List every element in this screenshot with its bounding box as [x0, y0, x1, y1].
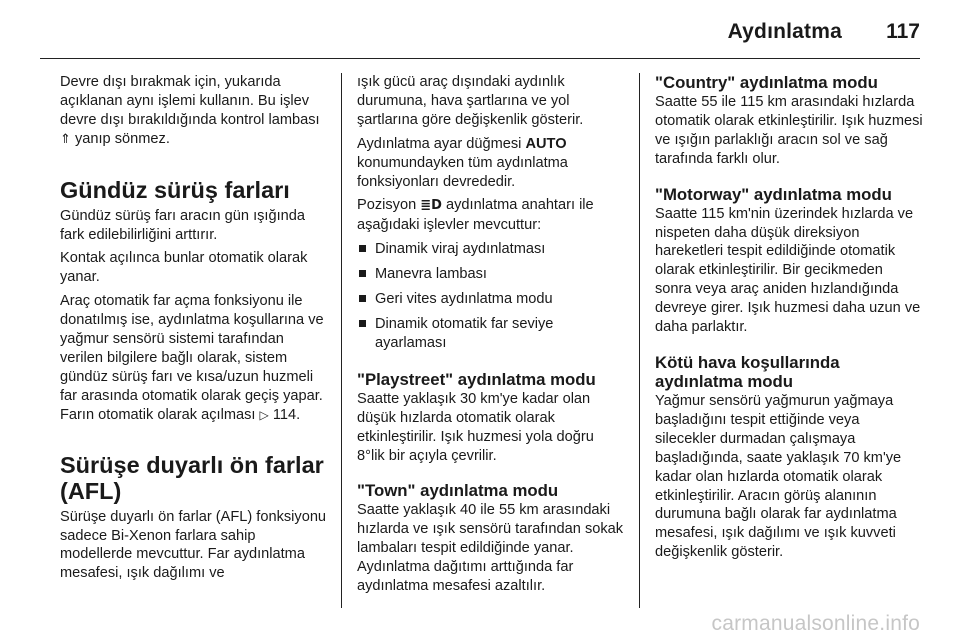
section-title: Aydınlatma — [727, 20, 842, 43]
heading-afl: Sürüşe duyarlı ön farlar (AFL) — [60, 451, 324, 504]
low-beam-icon: ≣D — [420, 198, 442, 214]
bullet-square-icon — [359, 245, 366, 252]
column-2 — [357, 73, 625, 601]
paragraph-daytime-1: Gündüz sürüş farı aracın gün ışığında fark edilebilirliğini arttırır. — [60, 207, 305, 243]
heading-daytime-running-lights: Gündüz sürüş farları — [60, 176, 290, 203]
function-list — [357, 240, 625, 353]
heading-motorway: "Motorway" aydınlatma modu — [655, 184, 892, 204]
list-item: Dinamik otomatik far seviye ayarlaması — [357, 315, 625, 353]
column-divider-1 — [341, 73, 342, 608]
column-3 — [655, 73, 923, 567]
list-item: Dinamik viraj aydınlatması — [357, 240, 625, 259]
paragraph-disable: Devre dışı bırakmak için, yukarıda açıklanan aynı işlemi kullanın. Bu işlev devre dışı bırakıldığında kontrol lambası ⇑ yanıp sönmez. — [60, 74, 320, 147]
paragraph-position: Pozisyon ≣D aydınlatma anahtarı ile aşağıdaki işlevler mevcuttur: — [357, 197, 594, 234]
paragraph-daytime-3: Araç otomatik far açma fonksiyonu ile donatılmış ise, aydınlatma koşullarına ve yağmur sensörü sistemi tarafından verilen bilgilere bağlı olarak, sistem gündüz sürüş farı ve kısa/uzun huzmeli far arasında otomatik olarak geçiş yapar. Farın otomatik olarak açılması ▷ 114. — [60, 293, 324, 423]
list-item: Manevra lambası — [357, 265, 625, 284]
list-item: Geri vites aydınlatma modu — [357, 290, 625, 309]
paragraph-afl: Sürüşe duyarlı ön farlar (AFL) fonksiyonu sadece Bi-Xenon farlara sahip modellerde mevcuttur. Far aydınlatma mesafesi, ışık dağılımı ve — [60, 508, 327, 582]
bullet-square-icon — [359, 270, 366, 277]
paragraph-town: Saatte yaklaşık 40 ile 55 km arasındaki hızlarda ve ışık sensörü tarafından sokak lambaları tespit edildiğinde yanar. Aydınlatma dağıtımı arttığında far aydınlatma mesafesi azaltılır. — [357, 502, 624, 595]
heading-playstreet: "Playstreet" aydınlatma modu — [357, 369, 596, 389]
paragraph-playstreet: Saatte yaklaşık 30 km'ye kadar olan düşük hızlarda otomatik olarak etkinleştirilir. Işık huzmesi yola doğru 8°lik bir açıyla çevrilir. — [357, 390, 594, 464]
paragraph-daytime-2: Kontak açılınca bunlar otomatik olarak yanar. — [60, 250, 308, 286]
column-divider-2 — [639, 73, 640, 608]
indicator-lamp-icon: ⇑ — [60, 131, 71, 147]
paragraph-auto: Aydınlatma ayar düğmesi AUTO konumundayken tüm aydınlatma fonksiyonları devrededir. — [357, 135, 568, 190]
page-reference-link[interactable]: 114. — [268, 406, 301, 423]
watermark: carmanualsonline.info — [711, 612, 920, 635]
bullet-square-icon — [359, 320, 366, 327]
page-header — [0, 0, 960, 58]
heading-bad-weather: Kötü hava koşullarında aydınlatma modu — [655, 352, 840, 391]
paragraph-bad-weather: Yağmur sensörü yağmurun yağmaya başladığını tespit ettiğinde veya silecekler durmadan çalışmaya başladığında, saate yaklaşık 70 km'ye kadar olan hızlarda otomatik olarak etkinleştirilir. Aracın görüş alanının durumuna bağlı olarak far aydınlatma mesafesi, ışık dağılımı ve ışık kuvveti değişkenlik gösterir. — [655, 392, 902, 561]
paragraph-motorway: Saatte 115 km'nin üzerindek hızlarda ve nispeten daha düşük direksiyon hareketleri tespit edildiğinde otomatik olarak etkinleştirilir. Bir gecikmeden sonra veya araç aniden hızlandığında devreye girer. Işık huzmesi daha uzun ve daha parlaktır. — [655, 205, 921, 336]
page-reference-icon: ▷ — [259, 407, 269, 422]
heading-town: "Town" aydınlatma modu — [357, 481, 559, 501]
paragraph-country: Saatte 55 ile 115 km arasındaki hızlarda otomatik olarak etkinleştirilir. Işık huzmesi ve ışığın parlaklığı aracın sol ve sağ tarafında farklı olur. — [655, 94, 923, 167]
header-rule — [40, 58, 920, 59]
page-number: 117 — [886, 20, 920, 43]
heading-country: "Country" aydınlatma modu — [655, 73, 878, 92]
auto-keyword: AUTO — [525, 135, 567, 152]
column-1 — [60, 73, 328, 588]
paragraph-afl-cont: ışık gücü araç dışındaki aydınlık durumuna, hava şartlarına ve yol şartlarına göre değişkenlik gösterir. — [357, 74, 584, 128]
bullet-square-icon — [359, 295, 366, 302]
